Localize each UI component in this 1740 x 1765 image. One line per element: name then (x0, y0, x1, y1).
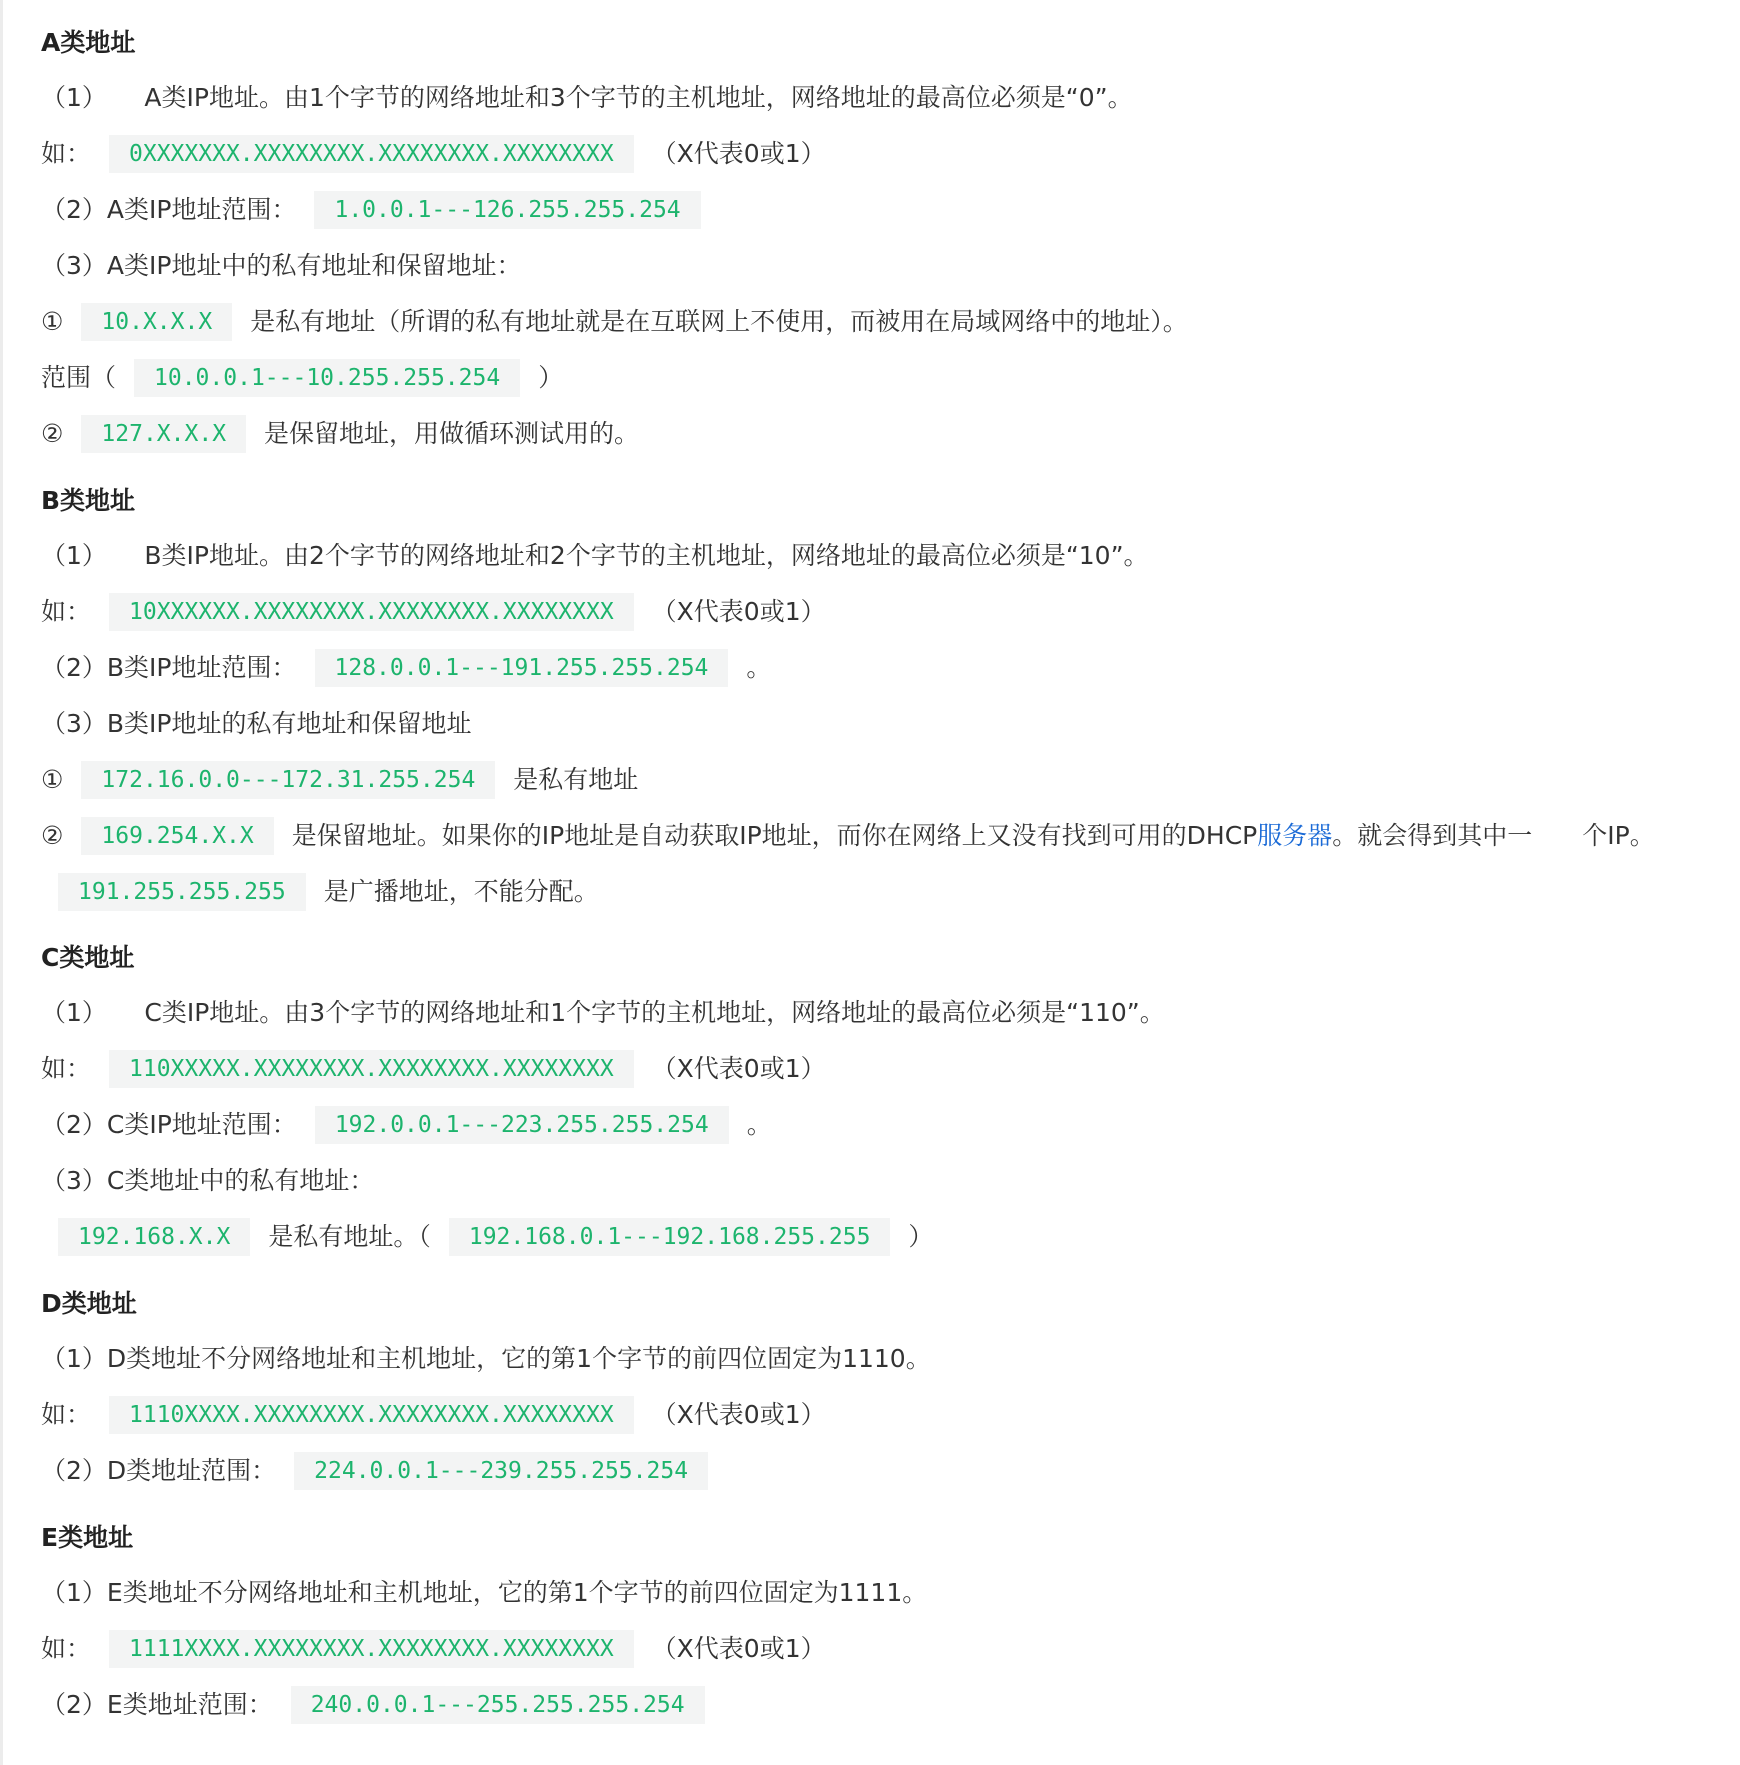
text-segment: 。 (746, 653, 772, 682)
paragraph-line (41, 819, 1655, 853)
text-segment: （1） B类IP地址。由2个字节的网络地址和2个字节的主机地址，网络地址的最高位必须是“10”。 (41, 541, 1149, 570)
text-segment: （X代表0或1） (651, 139, 826, 168)
text-segment: 。 (746, 1110, 772, 1139)
text-segment: （X代表0或1） (651, 1054, 826, 1083)
section-heading: A类地址 (41, 28, 136, 57)
text-segment: （X代表0或1） (651, 1400, 826, 1429)
text-segment: 是私有地址。（ (268, 1222, 431, 1251)
paragraph-line (41, 996, 1165, 1030)
paragraph-line (41, 1108, 772, 1142)
text-segment: 如： (41, 1400, 92, 1429)
text-segment: 如： (41, 597, 92, 626)
text-segment: 如： (41, 139, 92, 168)
inline-code: 192.0.0.1---223.255.255.254 (315, 1106, 729, 1144)
section-heading: D类地址 (41, 1289, 137, 1318)
text-segment: 是保留地址，用做循环测试用的。 (264, 419, 640, 448)
text-segment: 。就会得到其中一 个IP。 (1332, 821, 1655, 850)
section-heading: E类地址 (41, 1523, 134, 1552)
text-segment: （X代表0或1） (651, 597, 826, 626)
text-segment: （1） A类IP地址。由1个字节的网络地址和3个字节的主机地址，网络地址的最高位必须是“0”。 (41, 83, 1133, 112)
text-segment: （2）D类地址范围： (41, 1456, 277, 1485)
inline-code: 127.X.X.X (81, 415, 246, 453)
paragraph-line (41, 305, 1188, 339)
text-segment: ① (41, 765, 64, 794)
paragraph-line (41, 1342, 931, 1376)
inline-code: 1.0.0.1---126.255.255.254 (314, 191, 700, 229)
text-segment: （X代表0或1） (651, 1634, 826, 1663)
text-segment: ） (538, 363, 564, 392)
text-segment: （3）B类IP地址的私有地址和保留地址 (41, 709, 472, 738)
paragraph-line (41, 1576, 927, 1610)
paragraph-line (41, 249, 521, 283)
inline-code: 10.0.0.1---10.255.255.254 (134, 359, 520, 397)
inline-code: 110XXXXX.XXXXXXXX.XXXXXXXX.XXXXXXXX (109, 1050, 634, 1088)
text-segment: （3）A类IP地址中的私有地址和保留地址： (41, 251, 522, 280)
paragraph-line (41, 193, 719, 227)
paragraph-line (41, 1052, 826, 1086)
inline-code: 169.254.X.X (81, 817, 273, 855)
inline-code: 10XXXXXX.XXXXXXXX.XXXXXXXX.XXXXXXXX (109, 593, 634, 631)
text-segment: 是私有地址 (513, 765, 639, 794)
text-segment: ② (41, 821, 64, 850)
paragraph-line (41, 539, 1149, 573)
text-segment: 是私有地址（所谓的私有地址就是在互联网上不使用，而被用在局域网络中的地址）。 (250, 307, 1188, 336)
text-segment: 范围（ (41, 363, 117, 392)
paragraph-line (41, 595, 826, 629)
left-border (0, 0, 3, 1765)
text-segment: （1）E类地址不分网络地址和主机地址，它的第1个字节的前四位固定为1111。 (41, 1578, 928, 1607)
section-heading: C类地址 (41, 943, 135, 972)
paragraph-line (41, 81, 1133, 115)
section-heading: B类地址 (41, 486, 136, 515)
server-link[interactable]: 服务器 (1257, 821, 1333, 850)
paragraph-line (41, 137, 826, 171)
inline-code: 10.X.X.X (81, 303, 232, 341)
text-segment: ② (41, 419, 64, 448)
inline-code: 192.168.0.1---192.168.255.255 (449, 1218, 891, 1256)
text-segment: （1）D类地址不分网络地址和主机地址，它的第1个字节的前四位固定为1110。 (41, 1344, 931, 1373)
paragraph-line (41, 1632, 826, 1666)
inline-code: 1111XXXX.XXXXXXXX.XXXXXXXX.XXXXXXXX (109, 1630, 634, 1668)
text-segment: （2）A类IP地址范围： (41, 195, 297, 224)
inline-code: 172.16.0.0---172.31.255.254 (81, 761, 495, 799)
text-segment: ① (41, 307, 64, 336)
text-segment: ） (908, 1222, 934, 1251)
paragraph-line (58, 1220, 933, 1254)
paragraph-line (41, 1688, 723, 1722)
paragraph-line (41, 417, 639, 451)
inline-code: 192.168.X.X (58, 1218, 250, 1256)
paragraph-line (41, 651, 771, 685)
inline-code: 191.255.255.255 (58, 873, 306, 911)
text-segment: （1） C类IP地址。由3个字节的网络地址和1个字节的主机地址，网络地址的最高位必须是“110”。 (41, 998, 1165, 1027)
inline-code: 1110XXXX.XXXXXXXX.XXXXXXXX.XXXXXXXX (109, 1396, 634, 1434)
paragraph-line (41, 707, 472, 741)
text-segment: 如： (41, 1054, 92, 1083)
inline-code: 240.0.0.1---255.255.255.254 (291, 1686, 705, 1724)
paragraph-line (41, 1454, 726, 1488)
text-segment: （2）C类IP地址范围： (41, 1110, 297, 1139)
paragraph-line (58, 875, 599, 909)
text-segment: 如： (41, 1634, 92, 1663)
text-segment: （2）E类地址范围： (41, 1690, 273, 1719)
paragraph-line (41, 361, 563, 395)
paragraph-line (41, 1164, 374, 1198)
text-segment: （3）C类地址中的私有地址： (41, 1166, 375, 1195)
paragraph-line (41, 1398, 826, 1432)
text-segment: 是广播地址，不能分配。 (323, 877, 599, 906)
text-segment: （2）B类IP地址范围： (41, 653, 297, 682)
text-segment: 是保留地址。如果你的IP地址是自动获取IP地址，而你在网络上又没有找到可用的DHCP (291, 821, 1258, 850)
inline-code: 128.0.0.1---191.255.255.254 (315, 649, 729, 687)
inline-code: 0XXXXXXX.XXXXXXXX.XXXXXXXX.XXXXXXXX (109, 135, 634, 173)
paragraph-line (41, 763, 638, 797)
inline-code: 224.0.0.1---239.255.255.254 (294, 1452, 708, 1490)
